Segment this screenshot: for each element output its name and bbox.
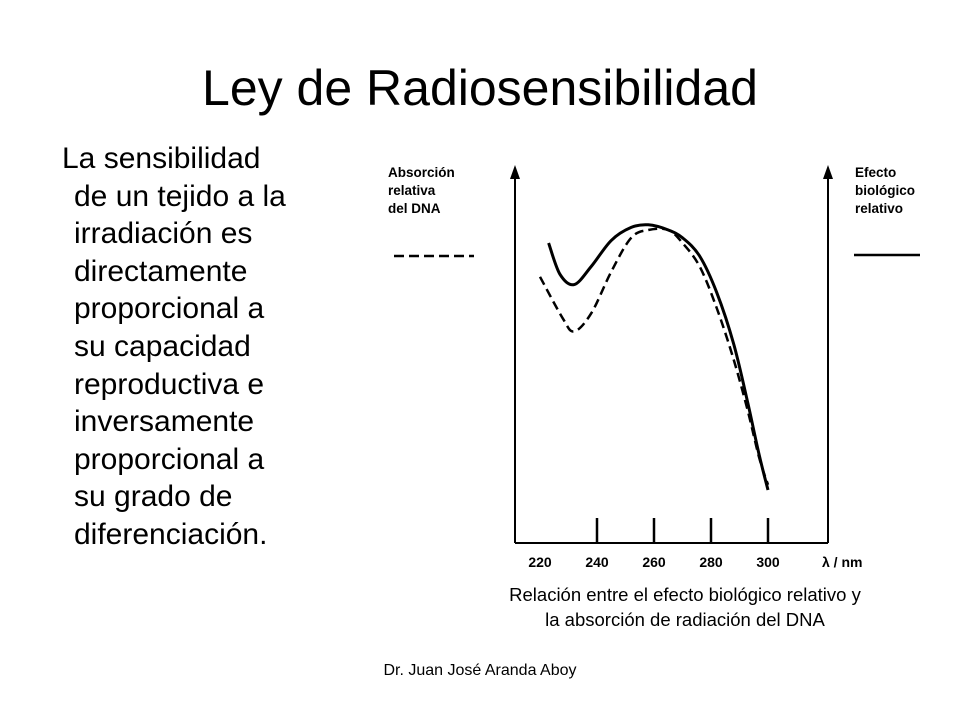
x-axis-label: λ / nm <box>822 554 863 570</box>
x-ticks <box>597 518 768 543</box>
body-line: directamente <box>74 254 248 288</box>
caption-line: Relación entre el efecto biológico relativo y <box>509 584 861 605</box>
left-axis-label-line: Absorción <box>388 165 455 180</box>
right-axis-label-line: Efecto <box>855 165 897 180</box>
x-tick-label: 300 <box>756 554 780 570</box>
body-line: irradiación es <box>74 217 253 251</box>
x-tick-label: 260 <box>642 554 666 570</box>
body-line: diferenciación. <box>74 517 268 551</box>
body-line: inversamente <box>74 405 255 439</box>
footer-author: Dr. Juan José Aranda Aboy <box>383 662 577 679</box>
x-tick-label: 280 <box>699 554 723 570</box>
x-tick-label: 240 <box>585 554 609 570</box>
series-line-absorption <box>540 229 768 485</box>
caption-line: la absorción de radiación del DNA <box>545 609 825 630</box>
right-axis-label-line: relativo <box>855 201 904 216</box>
x-tick-labels <box>528 554 780 570</box>
body-line: su grado de <box>74 480 233 514</box>
left-axis-label-line: del DNA <box>388 201 441 216</box>
figure-caption <box>440 582 930 632</box>
series-layer <box>540 225 768 490</box>
x-tick-label: 220 <box>528 554 552 570</box>
series-line-biological-effect <box>549 225 768 490</box>
right-axis-label-line: biológico <box>855 183 915 198</box>
left-axis-arrow-icon <box>510 165 520 179</box>
body-line: La sensibilidad <box>62 142 261 175</box>
dna-absorption-chart <box>350 145 940 575</box>
body-line: proporcional a <box>74 442 265 476</box>
body-line: su capacidad <box>74 329 251 363</box>
slide-title: Ley de Radiosensibilidad <box>202 60 758 116</box>
body-line: reproductiva e <box>74 367 265 401</box>
body-line: de un tejido a la <box>74 179 286 213</box>
left-axis-label-line: relativa <box>388 183 436 198</box>
right-axis-arrow-icon <box>823 165 833 179</box>
body-line: proporcional a <box>74 292 265 326</box>
body-text <box>62 140 362 554</box>
